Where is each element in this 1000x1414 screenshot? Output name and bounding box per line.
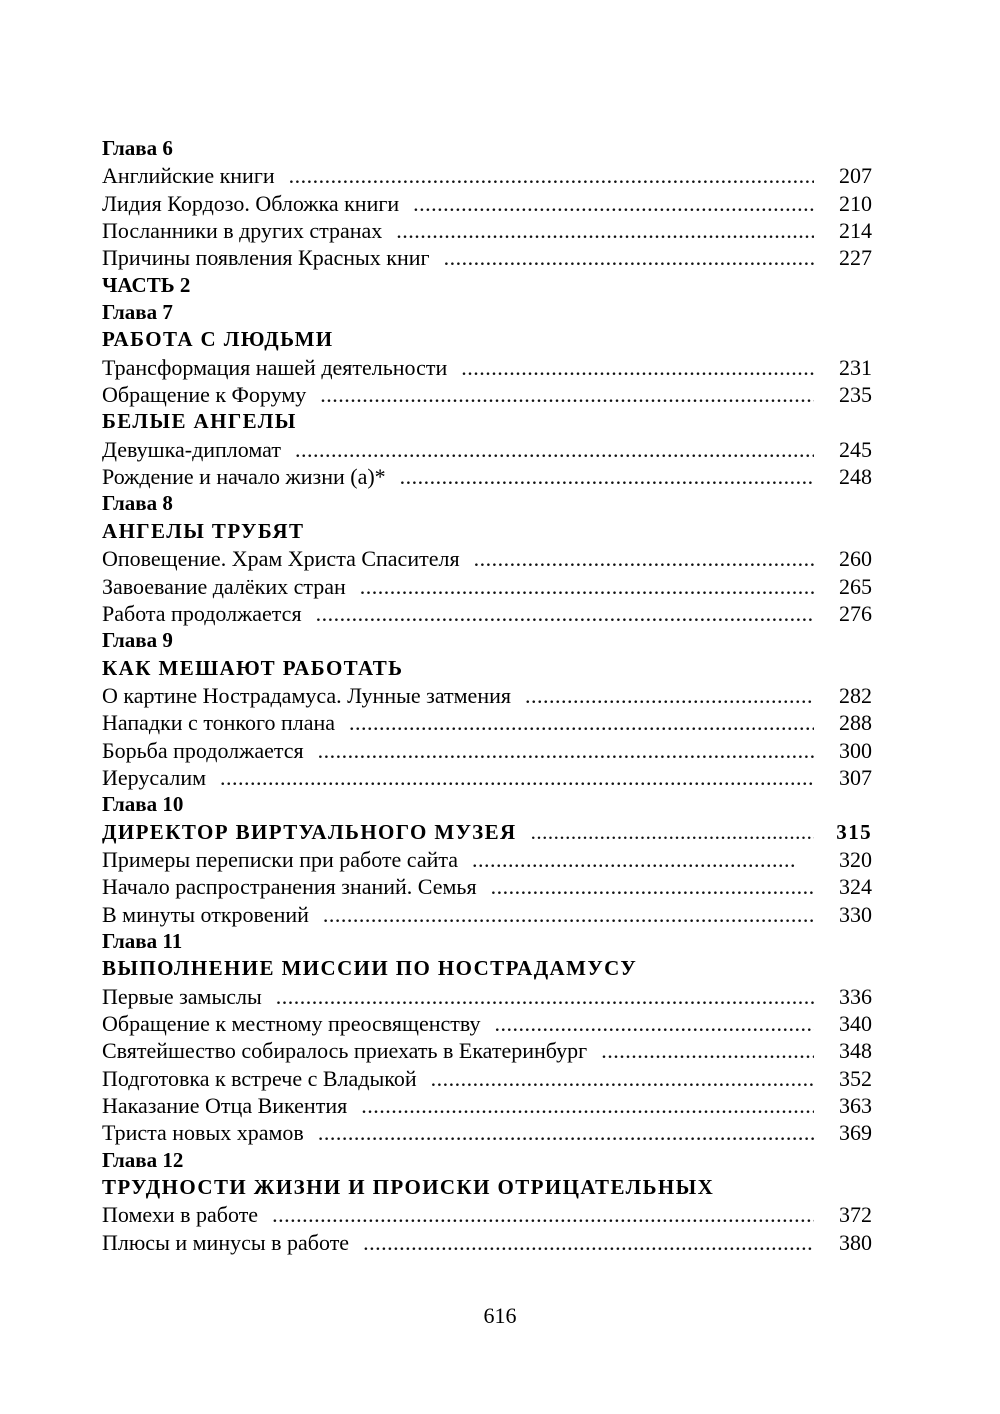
dot-leader bbox=[491, 873, 814, 900]
toc-entry-title: Подготовка к встрече с Владыкой bbox=[102, 1065, 417, 1091]
toc-entry-title: Лидия Кордозо. Обложка книги bbox=[102, 190, 400, 216]
toc-entry-page: 340 bbox=[839, 1011, 872, 1036]
toc-entry-page: 248 bbox=[839, 464, 872, 490]
chapter-heading-label: Глава 12 bbox=[102, 1147, 184, 1172]
dot-leader bbox=[531, 819, 814, 846]
toc-entry bbox=[102, 381, 872, 408]
dot-leader bbox=[323, 901, 814, 928]
toc-entry-title: Первые замыслы bbox=[102, 983, 262, 1009]
toc-entry bbox=[102, 1229, 872, 1256]
toc-entry bbox=[102, 983, 872, 1010]
dot-leader bbox=[220, 764, 814, 791]
toc-entry-title: В минуты откровений bbox=[102, 901, 309, 927]
dot-leader bbox=[320, 381, 814, 408]
toc-entry bbox=[102, 545, 872, 572]
toc-entry bbox=[102, 573, 872, 600]
toc-entry-page: 288 bbox=[839, 710, 872, 736]
section-heading bbox=[102, 955, 872, 982]
toc-entry-page: 265 bbox=[839, 573, 872, 599]
dot-leader bbox=[396, 217, 814, 244]
toc-entry-page: 245 bbox=[839, 436, 872, 462]
toc-entry bbox=[102, 600, 872, 627]
toc-entry bbox=[102, 846, 872, 873]
toc-entry bbox=[102, 873, 872, 900]
toc-entry-page: 363 bbox=[839, 1093, 872, 1119]
dot-leader bbox=[361, 1092, 814, 1119]
dot-leader bbox=[413, 190, 814, 217]
toc-entry-page: 231 bbox=[839, 354, 872, 380]
toc-entry-page: 227 bbox=[839, 245, 872, 271]
dot-leader bbox=[318, 737, 814, 764]
chapter-heading-label: ЧАСТЬ 2 bbox=[102, 272, 191, 297]
toc-entry-title: Иерусалим bbox=[102, 764, 207, 790]
dot-leader bbox=[272, 1201, 814, 1228]
toc-entry-title: Причины появления Красных книг bbox=[102, 245, 430, 271]
dot-leader bbox=[461, 354, 814, 381]
chapter-heading-label: Глава 6 bbox=[102, 136, 173, 160]
chapter-heading bbox=[102, 272, 872, 299]
toc-entry-title: Работа продолжается bbox=[102, 600, 302, 626]
toc-entry bbox=[102, 217, 872, 244]
toc-entry bbox=[102, 1092, 872, 1119]
dot-leader bbox=[400, 463, 814, 490]
section-heading bbox=[102, 655, 872, 682]
dot-leader bbox=[474, 545, 814, 572]
table-of-contents bbox=[102, 135, 872, 1256]
toc-entry-title: Обращение к местному преосвященству bbox=[102, 1011, 481, 1036]
toc-entry-title: ДИРЕКТОР ВИРТУАЛЬНОГО МУЗЕЯ bbox=[102, 819, 517, 844]
chapter-heading bbox=[102, 791, 872, 818]
toc-entry bbox=[102, 436, 872, 463]
toc-entry-page: 330 bbox=[839, 901, 872, 927]
toc-entry-title: Помехи в работе bbox=[102, 1202, 259, 1228]
dot-leader bbox=[318, 1119, 814, 1146]
toc-entry bbox=[102, 1010, 872, 1037]
toc-entry-page: 210 bbox=[839, 190, 872, 216]
toc-entry bbox=[102, 901, 872, 928]
toc-entry-title: Плюсы и минусы в работе bbox=[102, 1229, 350, 1255]
section-heading bbox=[102, 518, 872, 545]
dot-leader bbox=[289, 162, 814, 189]
dot-leader bbox=[601, 1037, 814, 1064]
chapter-heading bbox=[102, 627, 872, 654]
chapter-heading-label: Глава 8 bbox=[102, 491, 173, 516]
section-heading-label: АНГЕЛЫ ТРУБЯТ bbox=[102, 518, 305, 543]
toc-entry-page: 315 bbox=[836, 819, 872, 844]
dot-leader bbox=[349, 709, 814, 736]
chapter-heading-label: Глава 9 bbox=[102, 628, 173, 653]
chapter-heading bbox=[102, 1147, 872, 1174]
toc-entry-title: Начало распространения знаний. Семья bbox=[102, 874, 477, 900]
toc-entry-page: 282 bbox=[839, 682, 872, 708]
chapter-heading-label: Глава 11 bbox=[102, 928, 183, 953]
dot-leader bbox=[525, 682, 814, 709]
toc-entry-title: Триста новых храмов bbox=[102, 1120, 304, 1146]
chapter-heading bbox=[102, 135, 872, 162]
toc-entry-page: 276 bbox=[839, 600, 872, 626]
chapter-heading-label: Глава 10 bbox=[102, 792, 184, 817]
toc-entry-page: 207 bbox=[839, 163, 872, 189]
dot-leader bbox=[431, 1065, 814, 1092]
toc-entry-page: 324 bbox=[839, 874, 872, 900]
dot-leader bbox=[316, 600, 814, 627]
section-heading bbox=[102, 326, 872, 353]
section-heading-label: КАК МЕШАЮТ РАБОТАТЬ bbox=[102, 655, 404, 680]
toc-entry-title: Рождение и начало жизни (а)* bbox=[102, 464, 386, 490]
toc-entry-title: Оповещение. Храм Христа Спасителя bbox=[102, 546, 460, 572]
section-heading-label: ВЫПОЛНЕНИЕ МИССИИ ПО НОСТРАДАМУСУ bbox=[102, 956, 638, 981]
toc-entry-title: Завоевание далёких стран bbox=[102, 573, 346, 599]
toc-entry bbox=[102, 190, 872, 217]
toc-entry-title: Посланники в других странах bbox=[102, 218, 383, 244]
toc-entry-page: 372 bbox=[839, 1202, 872, 1228]
dot-leader bbox=[360, 573, 814, 600]
toc-entry bbox=[102, 354, 872, 381]
dot-leader bbox=[363, 1229, 814, 1256]
toc-entry-page: 214 bbox=[839, 218, 872, 244]
toc-entry-title: Нападки с тонкого плана bbox=[102, 710, 336, 736]
toc-entry-page: 300 bbox=[839, 737, 872, 763]
toc-entry-page: 235 bbox=[839, 382, 872, 408]
toc-entry-page: 307 bbox=[839, 764, 872, 790]
toc-entry bbox=[102, 162, 872, 189]
section-heading-label: БЕЛЫЕ АНГЕЛЫ bbox=[102, 409, 297, 434]
toc-entry bbox=[102, 1065, 872, 1092]
toc-entry-page: 369 bbox=[839, 1120, 872, 1146]
chapter-heading bbox=[102, 928, 872, 955]
page-number: 616 bbox=[483, 1303, 517, 1328]
toc-entry-title: Святейшество собиралось приехать в Екатеринбург bbox=[102, 1038, 588, 1064]
dot-leader bbox=[295, 436, 814, 463]
chapter-heading bbox=[102, 490, 872, 517]
dot-leader bbox=[472, 846, 796, 873]
toc-entry-title: О картине Нострадамуса. Лунные затмения bbox=[102, 682, 511, 708]
toc-entry-page: 352 bbox=[839, 1065, 872, 1091]
toc-entry bbox=[102, 737, 872, 764]
toc-entry-title: Девушка-дипломат bbox=[102, 436, 281, 462]
toc-entry bbox=[102, 1201, 872, 1228]
toc-entry bbox=[102, 682, 872, 709]
chapter-heading-label: Глава 7 bbox=[102, 300, 173, 325]
section-heading-label: РАБОТА С ЛЮДЬМИ bbox=[102, 327, 334, 352]
section-heading-entry bbox=[102, 819, 872, 846]
toc-entry bbox=[102, 463, 872, 490]
toc-entry-page: 260 bbox=[839, 546, 872, 572]
toc-entry bbox=[102, 244, 872, 271]
dot-leader bbox=[495, 1010, 814, 1037]
toc-entry-title: Трансформация нашей деятельности bbox=[102, 354, 448, 380]
toc-entry-title: Борьба продолжается bbox=[102, 737, 304, 763]
toc-entry-page: 320 bbox=[839, 846, 872, 872]
dot-leader bbox=[276, 983, 814, 1010]
toc-entry bbox=[102, 764, 872, 791]
toc-entry-title: Наказание Отца Викентия bbox=[102, 1093, 348, 1119]
toc-entry-page: 348 bbox=[839, 1038, 872, 1064]
toc-entry bbox=[102, 1119, 872, 1146]
section-heading bbox=[102, 408, 872, 435]
section-heading-label: ТРУДНОСТИ ЖИЗНИ И ПРОИСКИ ОТРИЦАТЕЛЬНЫХ bbox=[102, 1175, 715, 1200]
toc-entry-title: Примеры переписки при работе сайта bbox=[102, 846, 459, 872]
toc-entry bbox=[102, 709, 872, 736]
toc-entry bbox=[102, 1037, 872, 1064]
dot-leader bbox=[444, 244, 814, 271]
section-heading bbox=[102, 1174, 872, 1201]
toc-entry-title: Обращение к Форуму bbox=[102, 382, 307, 408]
toc-entry-page: 380 bbox=[839, 1229, 872, 1255]
chapter-heading bbox=[102, 299, 872, 326]
toc-entry-page: 336 bbox=[839, 983, 872, 1009]
toc-entry-title: Английские книги bbox=[102, 163, 275, 189]
